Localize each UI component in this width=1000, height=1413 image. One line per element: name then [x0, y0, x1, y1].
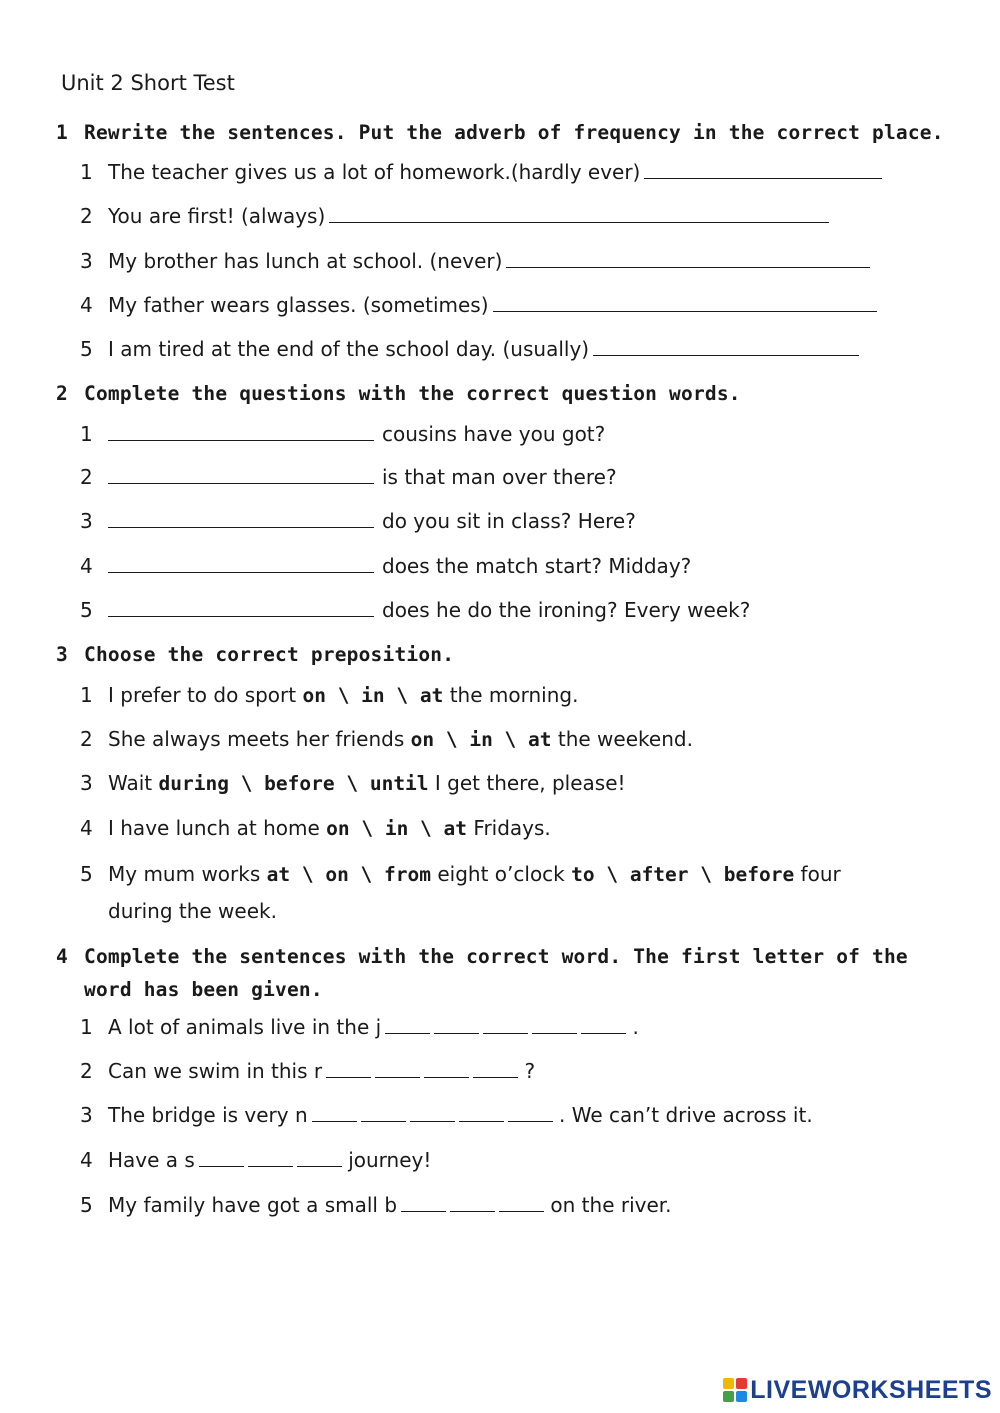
item-text: the morning. — [449, 683, 579, 707]
section-number: 2 — [56, 382, 68, 405]
s4-item-1 — [80, 1015, 639, 1039]
item-text: I get there, please! — [434, 771, 626, 795]
item-number: 5 — [80, 862, 93, 886]
preposition-options[interactable]: on \ in \ at — [410, 728, 552, 751]
item-number: 1 — [80, 683, 93, 707]
item-text: the weekend. — [557, 727, 693, 751]
item-number: 1 — [80, 1015, 93, 1039]
item-number: 2 — [80, 727, 93, 751]
s2-item-2 — [80, 465, 617, 489]
s1-item-1 — [80, 160, 882, 184]
item-number: 5 — [80, 1193, 93, 1217]
letter-blank[interactable] — [459, 1103, 504, 1122]
item-text: four during the week. — [108, 862, 841, 923]
letter-blank[interactable] — [483, 1015, 528, 1034]
letter-blank[interactable] — [361, 1103, 406, 1122]
item-text: cousins have you got? — [382, 422, 606, 446]
item-text: Can we swim in this r — [108, 1059, 323, 1083]
section-number: 1 — [56, 121, 68, 144]
s1-item-2 — [80, 204, 829, 228]
letter-blank[interactable] — [385, 1015, 430, 1034]
letter-blank[interactable] — [297, 1148, 342, 1167]
section-number: 3 — [56, 643, 68, 666]
item-text: You are first! (always) — [108, 204, 326, 228]
section-3-heading — [56, 643, 956, 666]
item-text: Have a s — [108, 1148, 195, 1172]
liveworksheets-logo-icon — [723, 1378, 747, 1402]
test-title: Unit 2 Short Test — [61, 71, 235, 95]
preposition-options[interactable]: at \ on \ from — [266, 863, 431, 886]
item-text: My father wears glasses. (sometimes) — [108, 293, 489, 317]
s3-item-3 — [80, 771, 626, 795]
s2-item-5 — [80, 598, 750, 622]
section-2-heading — [56, 382, 956, 405]
item-number: 3 — [80, 509, 93, 533]
s2-item-4 — [80, 554, 691, 578]
letter-blank[interactable] — [248, 1148, 293, 1167]
letter-blank[interactable] — [434, 1015, 479, 1034]
section-number: 4 — [56, 945, 68, 968]
item-text: eight o’clock — [437, 862, 565, 886]
logo-text: LIVEWORKSHEETS — [750, 1375, 992, 1404]
letter-blank[interactable] — [375, 1059, 420, 1078]
answer-blank[interactable] — [108, 465, 374, 484]
letter-blank[interactable] — [499, 1193, 544, 1212]
s2-item-1 — [80, 422, 605, 446]
preposition-options[interactable]: during \ before \ until — [158, 772, 429, 795]
item-number: 5 — [80, 337, 93, 361]
letter-blank[interactable] — [424, 1059, 469, 1078]
s4-item-4 — [80, 1148, 431, 1172]
item-text: My mum works — [108, 862, 261, 886]
item-number: 1 — [80, 160, 93, 184]
s1-item-3 — [80, 249, 870, 273]
item-text: does he do the ironing? Every week? — [382, 598, 751, 622]
item-number: 5 — [80, 598, 93, 622]
answer-blank[interactable] — [329, 204, 829, 223]
item-number: 4 — [80, 293, 93, 317]
s1-item-5 — [80, 337, 859, 361]
preposition-options[interactable]: on \ in \ at — [302, 684, 444, 707]
item-text: . We can’t drive across it. — [559, 1103, 813, 1127]
s3-item-1 — [80, 683, 578, 707]
item-text: She always meets her friends — [108, 727, 405, 751]
item-text: My brother has lunch at school. (never) — [108, 249, 503, 273]
item-text: ? — [524, 1059, 536, 1083]
item-text: does the match start? Midday? — [382, 554, 692, 578]
preposition-options[interactable]: on \ in \ at — [326, 817, 468, 840]
item-text: Fridays. — [473, 816, 551, 840]
letter-blank[interactable] — [401, 1193, 446, 1212]
letter-blank[interactable] — [473, 1059, 518, 1078]
answer-blank[interactable] — [506, 249, 870, 268]
item-text: do you sit in class? Here? — [382, 509, 636, 533]
item-text: on the river. — [550, 1193, 672, 1217]
letter-blank[interactable] — [199, 1148, 244, 1167]
s3-item-5 — [80, 856, 900, 930]
item-number: 2 — [80, 204, 93, 228]
s1-item-4 — [80, 293, 877, 317]
letter-blank[interactable] — [450, 1193, 495, 1212]
section-4-heading — [56, 940, 956, 1006]
item-text: My family have got a small b — [108, 1193, 398, 1217]
answer-blank[interactable] — [593, 337, 859, 356]
letter-blank[interactable] — [581, 1015, 626, 1034]
item-text: is that man over there? — [382, 465, 617, 489]
answer-blank[interactable] — [108, 554, 374, 573]
section-1-heading — [56, 121, 956, 144]
liveworksheets-logo[interactable] — [723, 1377, 992, 1403]
item-text: . — [632, 1015, 639, 1039]
item-number: 4 — [80, 1148, 93, 1172]
letter-blank[interactable] — [508, 1103, 553, 1122]
answer-blank[interactable] — [493, 293, 877, 312]
item-text: I have lunch at home — [108, 816, 320, 840]
item-number: 2 — [80, 465, 93, 489]
section-instruction: Complete the sentences with the correct word. The first letter of the word has been given. — [84, 945, 908, 1001]
section-instruction: Choose the correct preposition. — [84, 643, 455, 666]
item-number: 3 — [80, 249, 93, 273]
letter-blank[interactable] — [326, 1059, 371, 1078]
item-text: The teacher gives us a lot of homework.(hardly ever) — [108, 160, 641, 184]
item-text: Wait — [108, 771, 153, 795]
item-text: A lot of animals live in the j — [108, 1015, 382, 1039]
answer-blank[interactable] — [108, 509, 374, 528]
letter-blank[interactable] — [410, 1103, 455, 1122]
letter-blank[interactable] — [312, 1103, 357, 1122]
s4-item-2 — [80, 1059, 535, 1083]
s4-item-3 — [80, 1103, 813, 1127]
item-text: I prefer to do sport — [108, 683, 297, 707]
s4-item-5 — [80, 1193, 672, 1217]
item-number: 4 — [80, 816, 93, 840]
item-text: The bridge is very n — [108, 1103, 308, 1127]
item-number: 3 — [80, 1103, 93, 1127]
answer-blank[interactable] — [108, 422, 374, 441]
item-number: 3 — [80, 771, 93, 795]
item-number: 2 — [80, 1059, 93, 1083]
answer-blank[interactable] — [108, 598, 374, 617]
letter-blank[interactable] — [532, 1015, 577, 1034]
s3-item-4 — [80, 816, 551, 840]
item-text: journey! — [348, 1148, 432, 1172]
s3-item-2 — [80, 727, 693, 751]
answer-blank[interactable] — [644, 160, 882, 179]
section-instruction: Rewrite the sentences. Put the adverb of frequency in the correct place. — [84, 121, 944, 144]
item-number: 1 — [80, 422, 93, 446]
item-text: I am tired at the end of the school day. (usually) — [108, 337, 590, 361]
s2-item-3 — [80, 509, 636, 533]
preposition-options[interactable]: to \ after \ before — [571, 863, 795, 886]
section-instruction: Complete the questions with the correct question words. — [84, 382, 741, 405]
item-number: 4 — [80, 554, 93, 578]
